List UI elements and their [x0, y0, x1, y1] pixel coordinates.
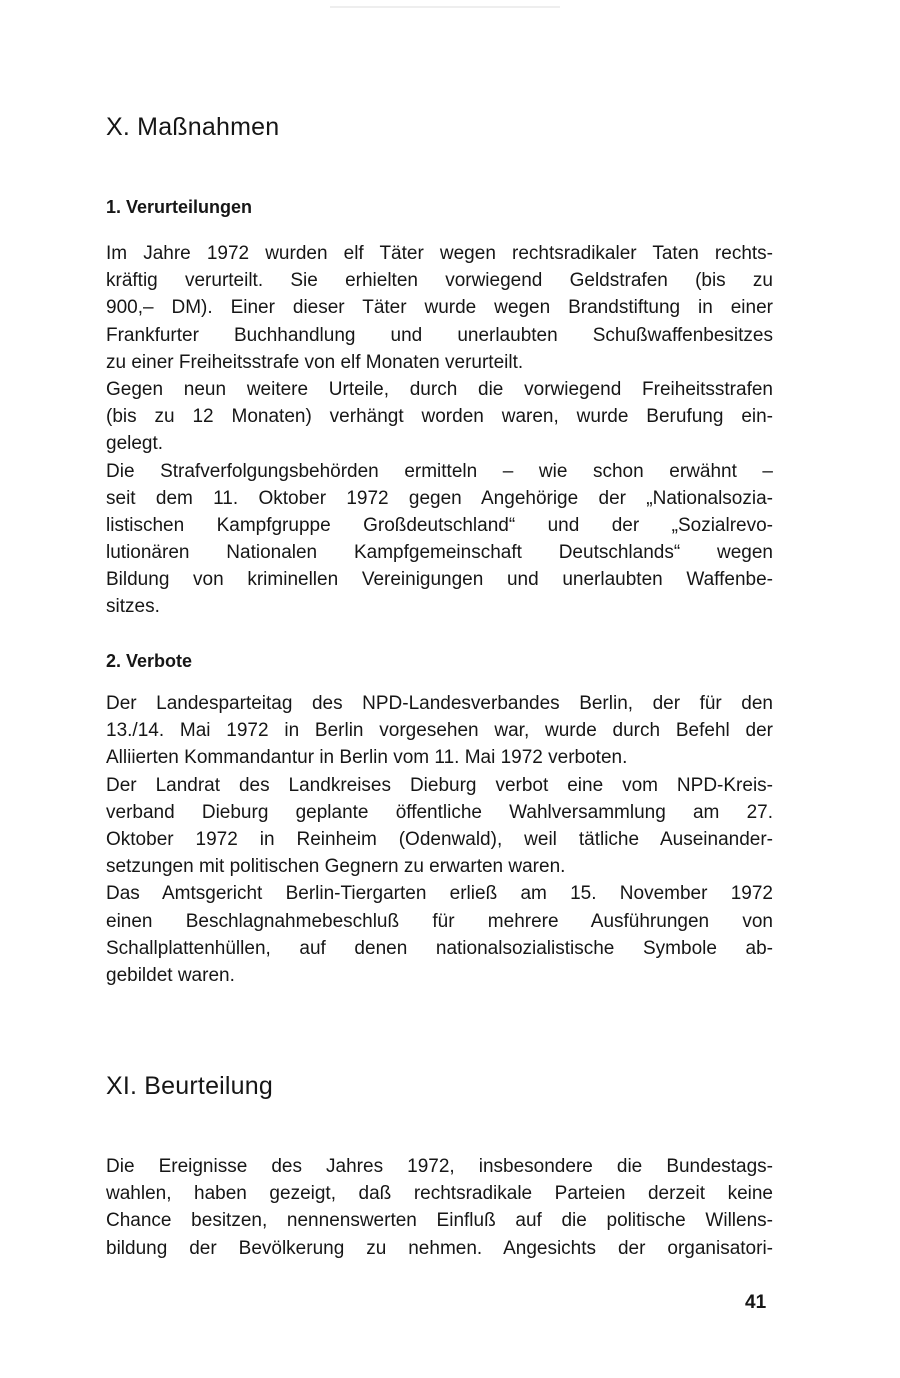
text-line: Chance besitzen, nennenswerten Einfluß auf die politische Willens- [106, 1210, 773, 1232]
paragraph-verurteilungen [106, 240, 773, 621]
page-number: 41 [745, 1292, 767, 1313]
text-line: Die Strafverfolgungsbehörden ermitteln – wie schon erwähnt – [106, 460, 773, 482]
chapter-title-x: X. Maßnahmen [106, 113, 280, 141]
text-line: Der Landrat des Landkreises Dieburg verbot eine vom NPD-Kreis- [106, 774, 773, 796]
paragraph-verbote [106, 690, 773, 989]
text-line: gebildet waren. [106, 964, 235, 986]
text-line: wahlen, haben gezeigt, daß rechtsradikale Parteien derzeit keine [106, 1183, 773, 1205]
text-line: seit dem 11. Oktober 1972 gegen Angehörige der „Nationalsozia- [106, 487, 773, 509]
text-line: kräftig verurteilt. Sie erhielten vorwiegend Geldstrafen (bis zu [106, 270, 773, 292]
text-line: 13./14. Mai 1972 in Berlin vorgesehen war, wurde durch Befehl der [106, 720, 773, 742]
text-line: Oktober 1972 in Reinheim (Odenwald), weil tätliche Auseinander- [106, 828, 773, 850]
text-line: Die Ereignisse des Jahres 1972, insbesondere die Bundestags- [106, 1156, 773, 1177]
text-line: gelegt. [106, 433, 164, 455]
scan-edge-mark [330, 6, 560, 8]
text-line: bildung der Bevölkerung zu nehmen. Angesichts der organisatori- [106, 1237, 773, 1259]
text-line: verband Dieburg geplante öffentliche Wahlversammlung am 27. [106, 801, 773, 823]
text-line: listischen Kampfgruppe Großdeutschland“ und der „Sozialrevo- [106, 514, 773, 536]
text-line: setzungen mit politischen Gegnern zu erwarten waren. [106, 856, 566, 878]
paragraph-beurteilung [106, 1153, 773, 1262]
chapter-title-xi: XI. Beurteilung [106, 1072, 273, 1100]
text-line: Im Jahre 1972 wurden elf Täter wegen rechtsradikaler Taten rechts- [106, 243, 773, 264]
text-line: zu einer Freiheitsstrafe von elf Monaten verurteilt. [106, 351, 524, 373]
text-line: (bis zu 12 Monaten) verhängt worden waren, wurde Berufung ein- [106, 406, 773, 428]
text-line: Schallplattenhüllen, auf denen nationalsozialistische Symbole ab- [106, 937, 773, 959]
text-line: Bildung von kriminellen Vereinigungen und unerlaubten Waffenbe- [106, 569, 773, 591]
text-line: Das Amtsgericht Berlin-Tiergarten erließ am 15. November 1972 [106, 883, 773, 905]
text-line: Frankfurter Buchhandlung und unerlaubten Schußwaffenbesitzes [106, 324, 773, 346]
text-line: einen Beschlagnahmebeschluß für mehrere Ausführungen von [106, 910, 773, 932]
text-line: sitzes. [106, 596, 160, 618]
section-heading-verbote: 2. Verbote [106, 651, 193, 671]
text-line: 900,– DM). Einer dieser Täter wurde wegen Brandstiftung in einer [106, 297, 773, 319]
text-line: Der Landesparteitag des NPD-Landesverbandes Berlin, der für den [106, 693, 773, 714]
text-line: Gegen neun weitere Urteile, durch die vorwiegend Freiheitsstrafen [106, 378, 773, 400]
section-heading-verurteilungen: 1. Verurteilungen [106, 197, 253, 217]
text-line: Alliierten Kommandantur in Berlin vom 11. Mai 1972 verboten. [106, 747, 628, 769]
text-line: lutionären Nationalen Kampfgemeinschaft Deutschlands“ wegen [106, 542, 773, 564]
